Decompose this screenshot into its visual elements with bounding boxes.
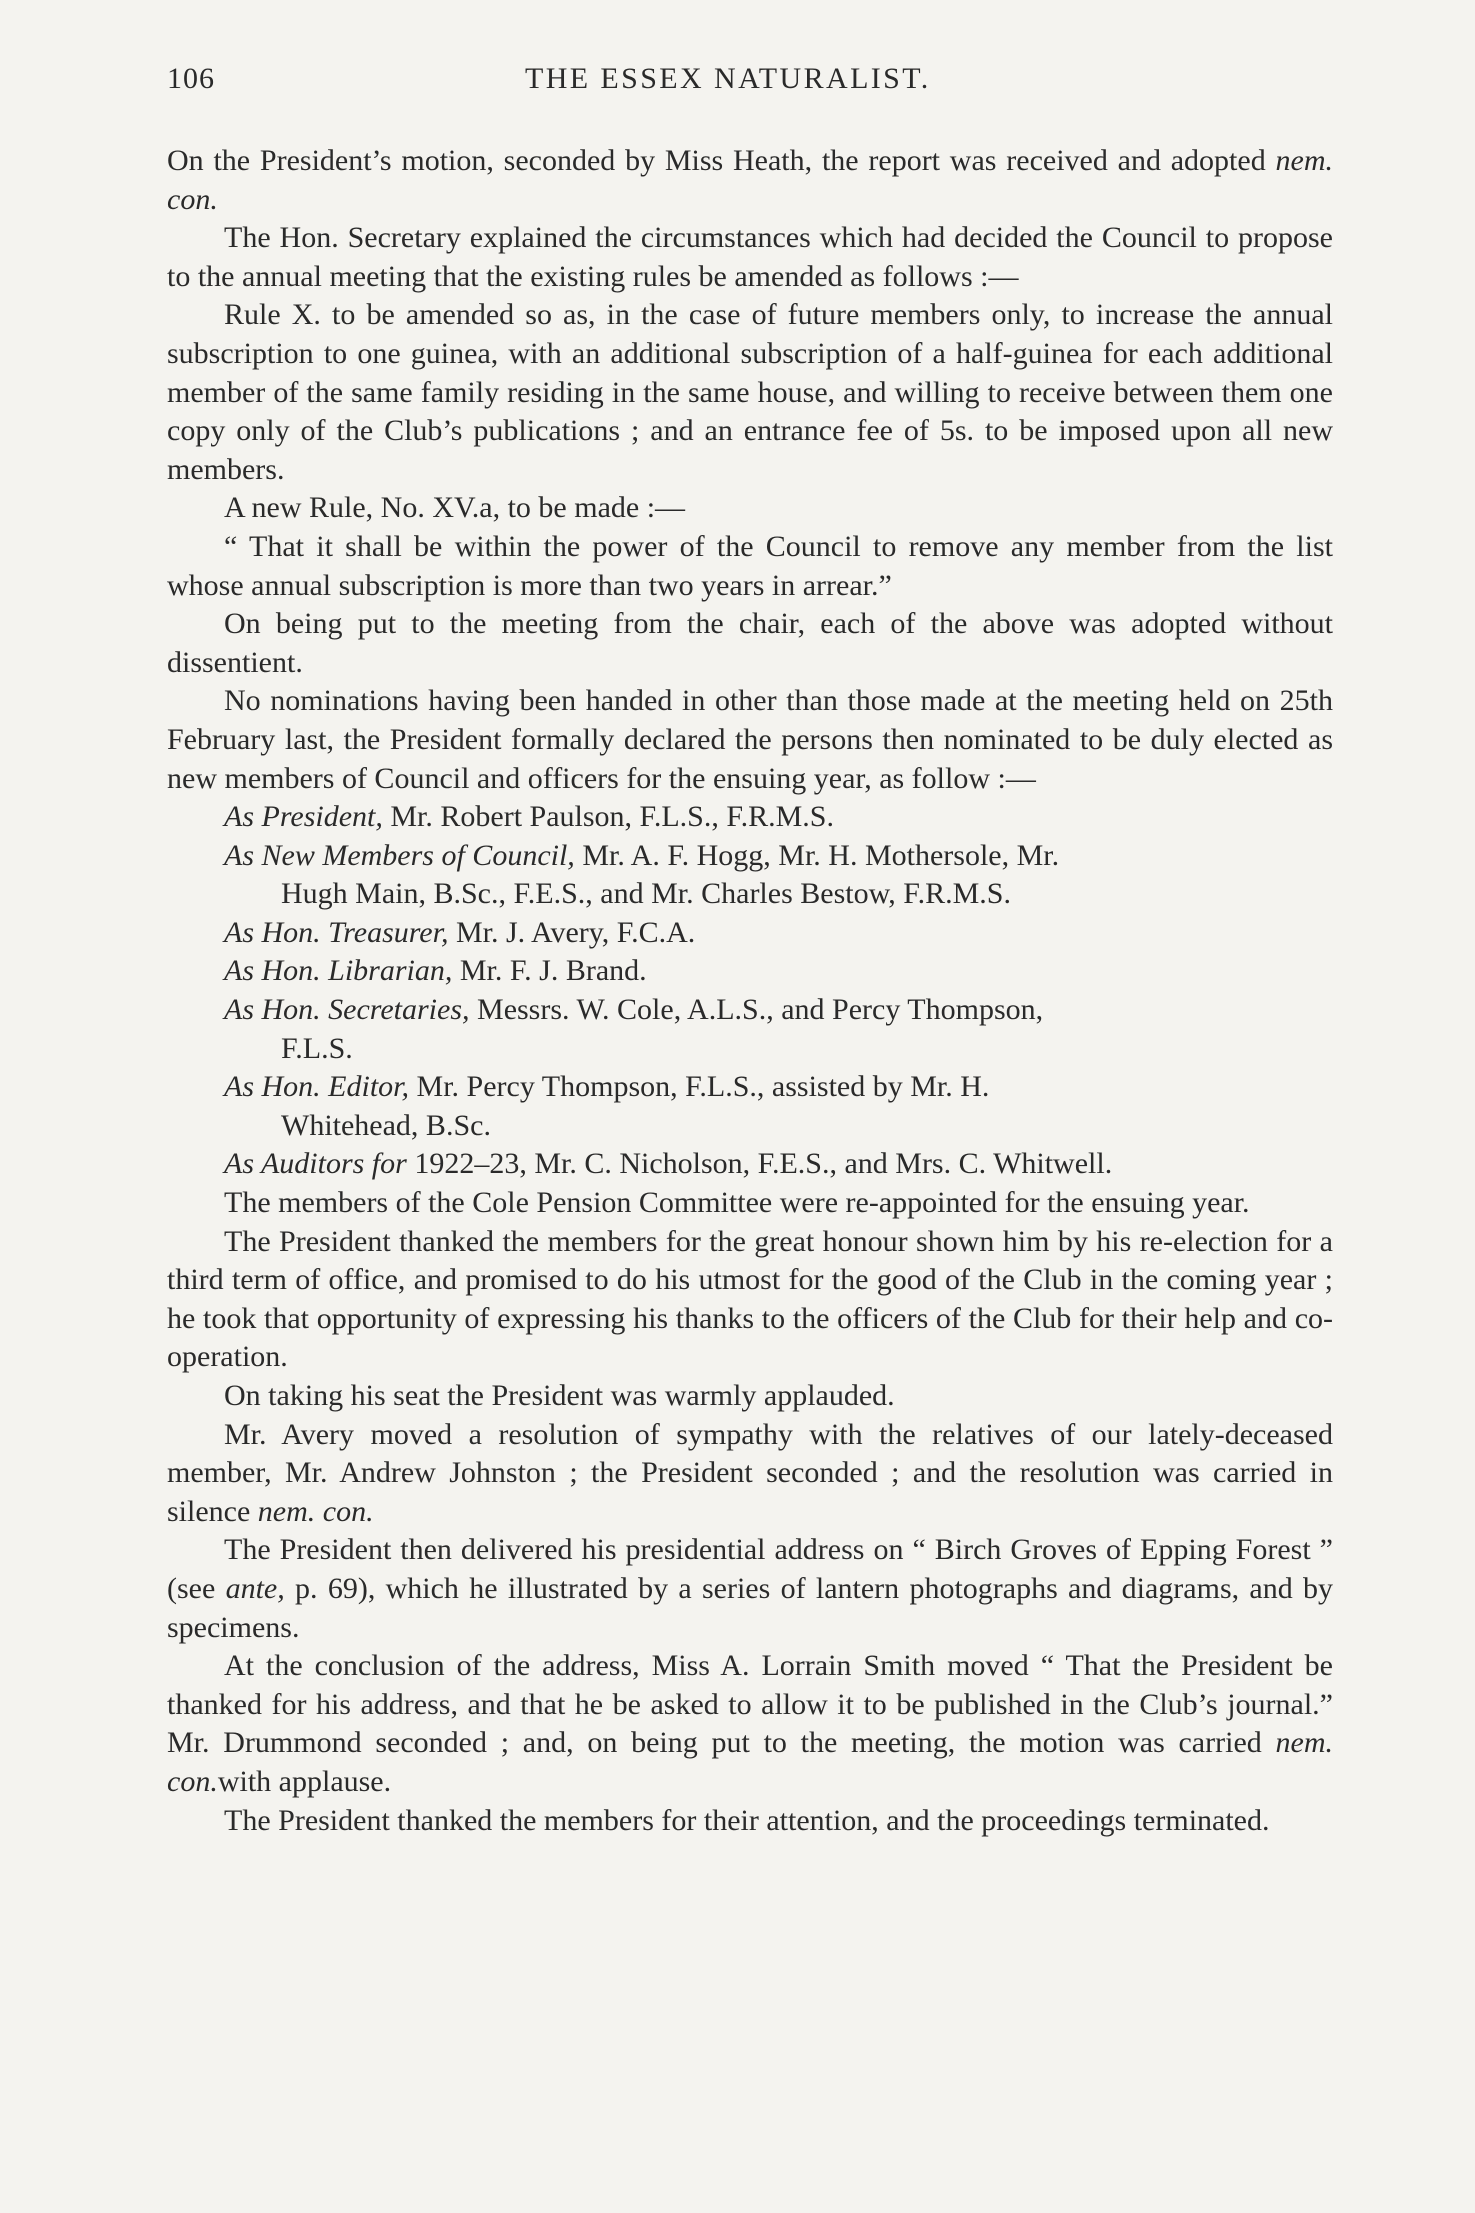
- election-entry: [167, 914, 1333, 953]
- paragraph-president-thanks: The President thanked the members for the great honour shown him by his re-election for a third term of office, and promised to do his utmost for the good of the Club in the coming year ; he took that opportunity of expressing his thanks to the officers of the Club for their help and co-operation.: [167, 1224, 1333, 1374]
- paragraph-address: [167, 1531, 1333, 1647]
- election-label: As Hon. Treasurer,: [224, 915, 449, 949]
- italic-phrase: ante,: [225, 1571, 285, 1605]
- election-entry: [167, 952, 1333, 991]
- italic-phrase: nem. con.: [257, 1494, 374, 1528]
- paragraph-text: On the President’s motion, seconded by Miss Heath, the report was received and adopted: [167, 144, 1266, 177]
- running-head: [167, 62, 1333, 142]
- italic-phrase: nem. con.: [167, 144, 1333, 216]
- paragraph-text: with applause.: [217, 1764, 392, 1798]
- election-label: As Hon. Secretaries,: [224, 993, 470, 1027]
- paragraph-sympathy: [167, 1416, 1333, 1532]
- election-text: Messrs. W. Cole, A.L.S., and Percy Thompson,: [477, 993, 1044, 1027]
- election-entry: [167, 991, 1333, 1068]
- paragraph-new-rule: A new Rule, No. XV.a, to be made :—: [224, 491, 686, 525]
- paragraph-rule-quote: “ That it shall be within the power of the Council to remove any member from the list whose annual subscription is more than two years in arrear.”: [167, 529, 1333, 602]
- page-number: 106: [167, 62, 215, 95]
- election-text: 1922–23, Mr. C. Nicholson, F.E.S., and Mrs. C. Whitwell.: [414, 1147, 1113, 1181]
- election-continuation: Whitehead, B.Sc.: [281, 1108, 491, 1142]
- running-title: THE ESSEX NATURALIST.: [525, 62, 931, 95]
- election-continuation: Hugh Main, B.Sc., F.E.S., and Mr. Charles Bestow, F.R.M.S.: [281, 877, 1011, 911]
- election-label: As Auditors for: [224, 1147, 407, 1181]
- election-text: Mr. J. Avery, F.C.A.: [455, 915, 696, 949]
- election-entry: [167, 798, 1333, 837]
- paragraph-rules-explained: The Hon. Secretary explained the circumstances which had decided the Council to propose to the annual meeting that the existing rules be amended as follows :—: [167, 221, 1333, 293]
- paragraph-text: At the conclusion of the address, Miss A. Lorrain Smith moved “ That the President be thanked for his address, and that he be asked to allow it to be published in the Club’s journal.” Mr. Drummond seconded ; and, on being put to the meeting, the motion was carried: [167, 1649, 1333, 1760]
- paragraph-vote-of-thanks: [167, 1647, 1333, 1801]
- election-continuation: F.L.S.: [281, 1031, 353, 1065]
- paragraph-closing: The President thanked the members for their attention, and the proceedings terminated.: [224, 1803, 1270, 1837]
- election-entry: [167, 837, 1333, 914]
- election-label: As Hon. Librarian,: [224, 954, 453, 988]
- election-label: As President,: [224, 800, 383, 834]
- paragraph-rule-x: Rule X. to be amended so as, in the case of future members only, to increase the annual subscription to one guinea, with an additional subscription of a half-guinea for each additional member of the same family residing in the same house, and willing to receive between them one copy only of the Club’s publications ; and an entrance fee of 5s. to be imposed upon all new members.: [167, 298, 1333, 486]
- election-label: As New Members of Council,: [224, 838, 575, 872]
- body-text: [167, 142, 1333, 1840]
- paragraph-text: p. 69), which he illustrated by a series of lantern photographs and diagrams, and by specimens.: [167, 1571, 1334, 1644]
- election-label: As Hon. Editor,: [224, 1070, 410, 1104]
- paragraph-cole-pension: The members of the Cole Pension Committee were re-appointed for the ensuing year.: [224, 1186, 1250, 1220]
- italic-phrase: nem. con.: [167, 1726, 1333, 1798]
- paragraph-text: The President then delivered his presidential address on “ Birch Groves of Epping Forest ” (see: [167, 1533, 1333, 1605]
- election-text: Mr. Robert Paulson, F.L.S., F.R.M.S.: [390, 800, 834, 834]
- election-entry: [167, 1145, 1333, 1184]
- paragraph-adopted: On being put to the meeting from the chair, each of the above was adopted without dissentient.: [167, 607, 1333, 679]
- paragraph-nominations: No nominations having been handed in other than those made at the meeting held on 25th February last, the President formally declared the persons then nominated to be duly elected as new members of Council and officers for the ensuing year, as follow :—: [167, 684, 1333, 795]
- election-text: Mr. A. F. Hogg, Mr. H. Mothersole, Mr.: [582, 838, 1060, 872]
- election-entry: [167, 1068, 1333, 1145]
- page: [167, 62, 1333, 1840]
- election-text: Mr. F. J. Brand.: [459, 954, 647, 988]
- paragraph-applause: On taking his seat the President was warmly applauded.: [224, 1379, 895, 1412]
- paragraph-report-adopted: [167, 142, 1333, 219]
- election-text: Mr. Percy Thompson, F.L.S., assisted by Mr. H.: [416, 1070, 990, 1104]
- paragraph-text: Mr. Avery moved a resolution of sympathy with the relatives of our lately-deceased member, Mr. Andrew Johnston ; the President seconded ; and the resolution was carried in silence: [167, 1417, 1333, 1528]
